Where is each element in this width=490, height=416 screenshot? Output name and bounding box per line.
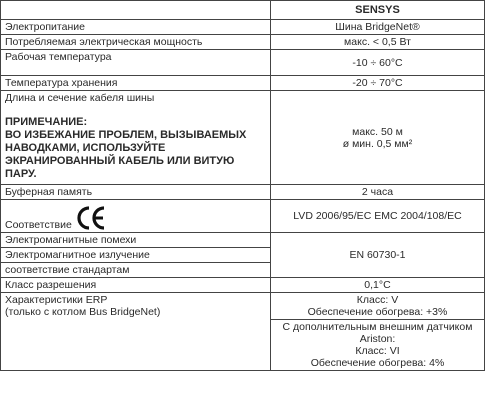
cable-row: [1, 91, 485, 185]
erp-heating-extended: Обеспечение обогрева: 4%: [310, 357, 445, 369]
cable-value-min: ø мин. 0,5 мм²: [342, 137, 413, 150]
compliance-label: Соответствие: [5, 219, 72, 231]
table-row: [1, 185, 485, 200]
row-value: 0,1°C: [271, 278, 485, 293]
table-row: [1, 50, 485, 76]
erp-class-extended: Класс: VI: [355, 345, 400, 357]
row-label: Рабочая температура: [1, 50, 271, 76]
compliance-value: LVD 2006/95/EC EMC 2004/108/EC: [271, 200, 485, 233]
table-row: [1, 278, 485, 293]
row-value: -20 ÷ 70°C: [271, 76, 485, 91]
erp-sensor-brand: Ariston:: [359, 333, 396, 345]
row-value: макс. < 0,5 Вт: [271, 35, 485, 50]
erp-heating: Обеспечение обогрева: +3%: [307, 306, 448, 318]
erp-label-note: (только с котлом Bus BridgeNet): [5, 306, 161, 318]
erp-label: Характеристики ERP: [5, 294, 108, 306]
row-label: Температура хранения: [1, 76, 271, 91]
row-label: Электропитание: [1, 20, 271, 35]
compliance-row: [1, 200, 485, 233]
row-value: Шина BridgeNet®: [271, 20, 485, 35]
row-value: 2 часа: [271, 185, 485, 200]
erp-class: Класс: V: [356, 294, 399, 306]
erp-sensor-note: С дополнительным внешним датчиком: [282, 321, 473, 333]
erp-row: [1, 293, 485, 320]
cable-value-max: макс. 50 м: [352, 125, 403, 138]
table-row: [1, 76, 485, 91]
row-value: -10 ÷ 60°C: [271, 50, 485, 76]
cable-label: Длина и сечение кабеля шины: [5, 92, 155, 104]
emc-label-interference: Электромагнитные помехи: [5, 234, 137, 246]
emc-label-standards: соответствие стандартам: [1, 262, 270, 276]
emc-value: EN 60730-1: [271, 233, 485, 278]
emc-label-cell: [1, 233, 271, 278]
header-empty-cell: [1, 1, 271, 20]
cable-label-cell: [1, 91, 271, 185]
erp-label-cell: [1, 293, 271, 371]
compliance-label-cell: [1, 200, 271, 233]
ce-mark-icon: [76, 205, 108, 231]
row-label: Буферная память: [1, 185, 271, 200]
cable-value-cell: [271, 91, 485, 185]
table-row: [1, 35, 485, 50]
emc-label-emission: Электромагнитное излучение: [1, 247, 270, 261]
row-label: Потребляемая электрическая мощность: [1, 35, 271, 50]
note-title: ПРИМЕЧАНИЕ:: [5, 116, 88, 128]
emc-row: [1, 233, 485, 278]
row-label: Класс разрешения: [1, 278, 271, 293]
note-body: ВО ИЗБЕЖАНИЕ ПРОБЛЕМ, ВЫЗЫВАЕМЫХ НАВОДКАМИ, ИСПОЛЬЗУЙТЕ ЭКРАНИРОВАННЫЙ КАБЕЛЬ ИЛИ ВИТУЮ ПАРУ.: [5, 129, 247, 180]
erp-value-basic: [271, 293, 485, 320]
table-row: [1, 20, 485, 35]
header-title: SENSYS: [271, 1, 485, 20]
erp-value-extended: [271, 320, 485, 371]
header-row: [1, 1, 485, 20]
